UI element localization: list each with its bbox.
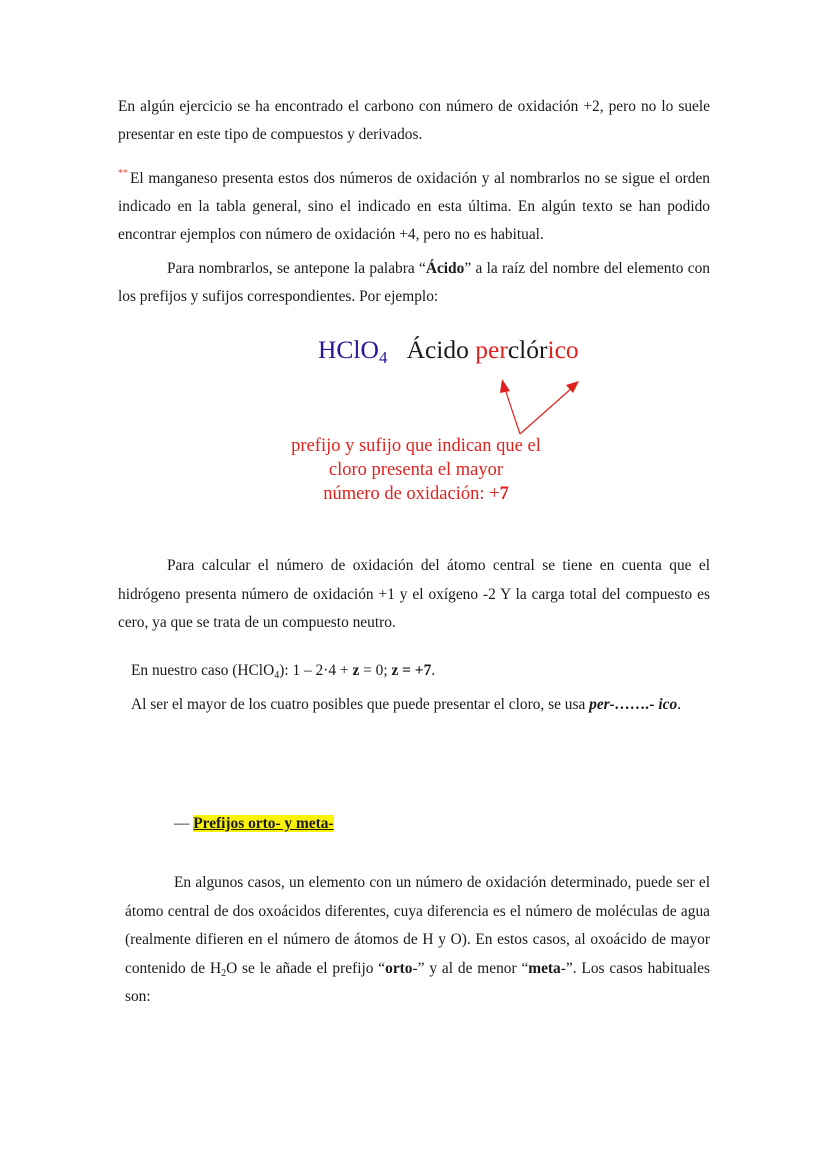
arrowhead-suffix: [566, 381, 579, 393]
calc-z-variable: z: [352, 662, 360, 679]
orto-bold: orto: [385, 959, 413, 977]
conclusion-period: .: [677, 696, 682, 713]
paragraph-manganese-text: El manganeso presenta estos dos números de oxidación y al nombrarlos no se sigue el orden indicado en la tabla general, sino el indicado en esta última. En algún texto se han podido encontrar ejemplos con número de oxidación +4, pero no es habitual.: [118, 170, 710, 243]
arrow-to-prefix: [505, 389, 520, 434]
orto-meta-text-d: -”. Los casos habituales son:: [125, 959, 710, 1005]
orto-meta-text-c: -” y al de menor “: [412, 959, 529, 977]
calc-z-result-var: z: [391, 662, 399, 679]
compound-formula-subscript: 4: [378, 348, 388, 367]
caption-value: 7: [499, 484, 509, 504]
acido-bold: Ácido: [425, 260, 465, 277]
calc-equals: = 0;: [359, 662, 392, 679]
arrowhead-prefix: [500, 379, 510, 393]
heading-orto-meta: Prefijos orto- y meta-: [193, 815, 334, 832]
meta-bold: meta: [528, 959, 561, 977]
example-formula: [318, 333, 579, 367]
arrow-to-suffix: [520, 387, 573, 434]
heading-dash: —: [174, 815, 194, 832]
per-ico-pattern: per-…….- ico: [589, 696, 678, 713]
paragraph-carbon-text: En algún ejercicio se ha encontrado el carbono con número de oxidación +2, pero no lo suele presentar en este tipo de compuestos y derivados.: [118, 98, 710, 143]
paragraph-carbon-note: [118, 93, 710, 149]
calc-text-mid: ): 1 – 2·4 +: [279, 662, 353, 679]
orto-meta-text-b: O se le añade el prefijo “: [226, 959, 386, 977]
orto-meta-text-a: En algunos casos, un elemento con un número de oxidación determinado, puede ser el átomo central de dos oxoácidos diferentes, cuya diferencia es el número de moléculas de agua (realmente difieren en el número de átomos de H y O). En estos casos, al oxoácido de mayor contenido de H: [125, 874, 710, 977]
caption-line-3-text: número de oxidación: +: [323, 484, 500, 504]
oxidation-calc-text: Para calcular el número de oxidación del átomo central se tiene en cuenta que el hidrógeno presenta número de oxidación +1 y el oxígeno -2 Y la carga total del compuesto es cero, ya que se trata de un compuesto neutro.: [118, 557, 710, 631]
caption-line-2: cloro presenta el mayor: [328, 460, 504, 480]
naming-rule-text-start: Para nombrarlos, se antepone la palabra “: [167, 260, 426, 277]
caption-line-1: prefijo y sufijo que indican que el: [291, 436, 541, 456]
calc-result: = +7: [398, 662, 432, 679]
calculation-line: [131, 660, 435, 681]
calc-text-start: En nuestro caso (HClO: [131, 662, 275, 679]
calc-subscript: 4: [274, 670, 280, 681]
footnote-marker: **: [118, 168, 128, 179]
conclusion-line: [131, 694, 711, 715]
conclusion-text: Al ser el mayor de los cuatro posibles que puede presentar el cloro, se usa: [131, 696, 590, 713]
suffix-ico: ico: [547, 335, 579, 364]
caption-line-3: [282, 482, 550, 506]
paragraph-orto-meta: [125, 869, 710, 1012]
water-subscript: 2: [221, 967, 227, 979]
paragraph-naming-rule: [118, 255, 710, 311]
root-clor: clór: [507, 335, 548, 364]
calc-period: .: [431, 662, 436, 679]
prefix-per: per: [475, 335, 508, 364]
compound-formula-main: HClO: [318, 335, 379, 364]
paragraph-oxidation-calc: [118, 552, 710, 638]
compound-name-start: Ácido: [406, 335, 476, 364]
compound-formula: [318, 335, 388, 367]
paragraph-manganese-note: [118, 160, 710, 249]
arrow-caption: [282, 434, 550, 506]
section-heading: [174, 812, 334, 836]
naming-rule-text-end: ” a la raíz del nombre del elemento con los prefijos y sufijos correspondientes. Por ejemplo:: [118, 260, 710, 305]
